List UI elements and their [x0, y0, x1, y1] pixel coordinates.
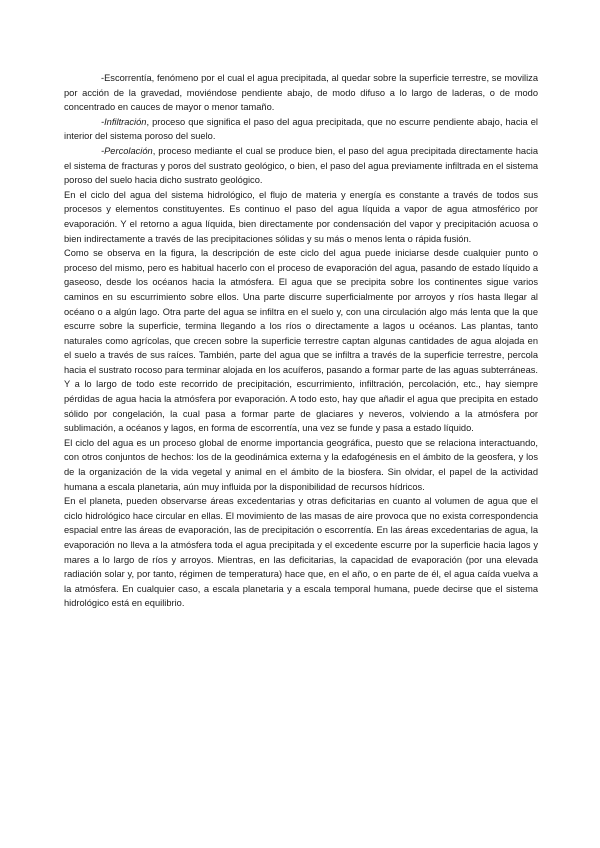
paragraph-escorrentia: [64, 71, 538, 115]
paragraph-text: En el ciclo del agua del sistema hidrológico, el flujo de materia y energía es constante a través de todos sus procesos y elementos constituyentes. Es continuo el paso del agua líquida a vapor de agua atmosférico por evaporación. Y el retorno a agua líquida, bien directamente por condensación del vapor y precipitación acuosa o bien indirectamente a través de las precipitaciones sólidas y su más o menos lenta o rápida fusión.: [64, 189, 538, 244]
paragraph-text: , proceso que significa el paso del agua precipitada, que no escurre pendiente abajo, hacia el interior del sistema poroso del suelo.: [64, 116, 538, 142]
paragraph-proceso-global: [64, 436, 538, 494]
paragraph-text: En el planeta, pueden observarse áreas excedentarias y otras deficitarias en cuanto al volumen de agua que el ciclo hidrológico hace circular en ellas. El movimiento de las masas de aire provoca que no exista correspondencia espacial entre las áreas de evaporación, las de precipitación o escorrentía. En las áreas excedentarias de agua, la evaporación no lleva a la atmósfera toda el agua precipitada y el excedente escurre por la superficie hacia lagos y mares a lo largo de ríos y arroyos. Mientras, en las deficitarias, la capacidad de evaporación (por una elevada radiación solar y, por tanto, régimen de temperatura) hace que, en el año, o en parte de él, el agua caída vuelva a la atmósfera. En cualquier caso, a escala planetaria y a escala temporal humana, puede decirse que el sistema hidrológico está en equilibrio.: [64, 496, 538, 609]
paragraph-percolacion: [64, 144, 538, 188]
paragraph-flujo-materia: [64, 188, 538, 246]
paragraph-descripcion-ciclo: [64, 246, 538, 436]
paragraph-infiltracion: [64, 115, 538, 144]
paragraph-text: Como se observa en la figura, la descripción de este ciclo del agua puede iniciarse desde cualquier punto o proceso del mismo, pero es habitual hacerlo con el proceso de evaporación del agua, pasando de estado líquido a gaseoso, desde los océanos hacia la atmósfera. El agua que se precipita sobre los continentes sigue varios caminos en su escurrimiento sobre ellos. Una parte discurre superficialmente por arroyos y ríos hasta llegar al océano o a algún lago. Otra parte del agua se infiltra en el suelo y, con una circulación algo más lenta que la que escurre sobre la superficie, termina llegando a los ríos o directamente a lagos u océanos. Las plantas, tanto naturales como agrícolas, que crecen sobre la superficie terrestre captan algunas cantidades de agua alojada en el suelo a través de sus raíces. También, parte del agua que se infiltra a través de la superficie terrestre, percola hacia el sustrato rocoso para terminar alojada en los acuíferos, pasando a formar parte de las aguas subterráneas. Y a lo largo de todo este recorrido de precipitación, escurrimiento, infiltración, percolación, etc., hay siempre pérdidas de agua hacia la atmósfera por evaporación. A todo esto, hay que añadir el agua que precipita en estado sólido por congelación, la cual pasa a formar parte de glaciares y neveros, volviendo a la atmósfera por sublimación, a océanos y lagos, en forma de escorrentía, una vez se funde y pasa a estado líquido.: [64, 248, 538, 434]
paragraph-text: El ciclo del agua es un proceso global de enorme importancia geográfica, puesto que se relaciona interactuando, con otros conjuntos de hechos: los de la geodinámica externa y la edafogénesis en el ámbito de la geosfera, y los de la organización de la vida vegetal y animal en el ámbito de la biosfera. Sin olvidar, el papel de la actividad humana a escala planetaria, aún muy influida por la disponibilidad de recursos hídricos.: [64, 437, 538, 492]
term-infiltracion: -Infiltración: [101, 116, 147, 127]
paragraph-areas-excedentarias: [64, 494, 538, 611]
paragraph-text: , proceso mediante el cual se produce bien, el paso del agua precipitada directamente hacia el sistema de fracturas y poros del sustrato geológico, o bien, el paso del agua previamente infiltrada en el sistema poroso del suelo hacia dicho sustrato geológico.: [64, 145, 538, 186]
paragraph-text: -Escorrentía, fenómeno por el cual el agua precipitada, al quedar sobre la superficie terrestre, se moviliza por acción de la gravedad, moviéndose pendiente abajo, de modo difuso a lo largo de laderas, o de modo concentrado en cauces de mayor o menor tamaño.: [64, 73, 538, 113]
term-percolacion: -Percolación: [101, 145, 153, 156]
